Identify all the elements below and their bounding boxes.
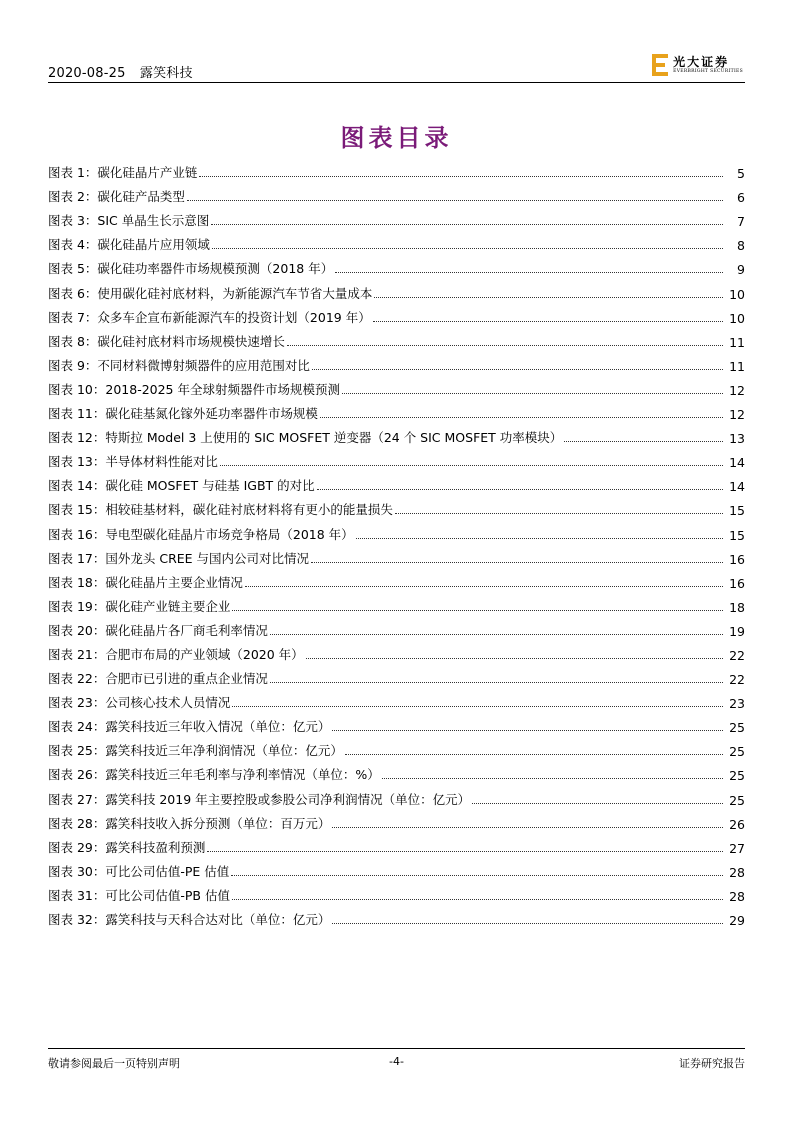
toc-entry-label: 图表 18：碳化硅晶片主要企业情况 bbox=[48, 574, 243, 590]
toc-entry-page: 25 bbox=[729, 744, 745, 760]
toc-dot-leader bbox=[211, 224, 723, 225]
toc-entry[interactable] bbox=[48, 759, 745, 783]
toc-entry-page: 18 bbox=[729, 599, 745, 615]
toc-entry[interactable] bbox=[48, 398, 745, 422]
toc-entry[interactable] bbox=[48, 687, 745, 711]
toc-entry-page: 25 bbox=[729, 768, 745, 784]
toc-entry-page: 27 bbox=[729, 840, 745, 856]
toc-entry-label: 图表 23：公司核心技术人员情况 bbox=[48, 695, 231, 711]
toc-entry-label: 图表 21：合肥市布局的产业领域（2020 年） bbox=[48, 646, 304, 662]
toc-entry-page: 6 bbox=[737, 190, 745, 206]
toc-entry[interactable] bbox=[48, 205, 745, 229]
toc-entry-page: 29 bbox=[729, 913, 745, 928]
toc-dot-leader bbox=[270, 682, 723, 683]
toc-entry[interactable] bbox=[48, 735, 745, 759]
toc-entry[interactable] bbox=[48, 470, 745, 494]
toc-dot-leader bbox=[207, 851, 723, 852]
toc-entry-label: 图表 17：国外龙头 CREE 与国内公司对比情况 bbox=[48, 550, 310, 566]
toc-dot-leader bbox=[382, 778, 723, 779]
toc-entry-page: 7 bbox=[737, 214, 745, 230]
toc-entry[interactable] bbox=[48, 880, 745, 904]
toc-entry[interactable] bbox=[48, 832, 745, 856]
toc-entry-label: 图表 4：碳化硅晶片应用领域 bbox=[48, 237, 210, 253]
logo-chinese-text: 光大证券 bbox=[673, 55, 730, 69]
page-header bbox=[48, 52, 745, 83]
page-footer bbox=[48, 1048, 745, 1069]
everbright-logo bbox=[652, 52, 743, 78]
toc-dot-leader bbox=[231, 875, 723, 876]
toc-dot-leader bbox=[311, 562, 723, 563]
toc-entry[interactable] bbox=[48, 350, 745, 374]
toc-entry[interactable] bbox=[48, 374, 745, 398]
toc-entry-label: 图表 32：露笑科技与天科合达对比（单位：亿元） bbox=[48, 912, 331, 927]
toc-entry[interactable] bbox=[48, 277, 745, 301]
toc-entry[interactable] bbox=[48, 567, 745, 591]
everbright-logo-icon bbox=[652, 54, 668, 76]
toc-entry-page: 10 bbox=[729, 310, 745, 326]
toc-entry-page: 11 bbox=[729, 334, 745, 350]
toc-entry-page: 8 bbox=[737, 238, 745, 254]
toc-entry[interactable] bbox=[48, 181, 745, 205]
toc-entry[interactable] bbox=[48, 446, 745, 470]
toc-entry-page: 5 bbox=[737, 166, 745, 182]
toc-entry-label: 图表 30：可比公司估值-PE 估值 bbox=[48, 863, 230, 879]
toc-entry-label: 图表 7：众多车企宣布新能源汽车的投资计划（2019 年） bbox=[48, 309, 371, 325]
toc-dot-leader bbox=[395, 513, 723, 514]
toc-dot-leader bbox=[245, 586, 723, 587]
toc-dot-leader bbox=[320, 417, 723, 418]
toc-entry-label: 图表 10：2018-2025 年全球射频器件市场规模预测 bbox=[48, 381, 340, 397]
toc-entry-page: 11 bbox=[729, 358, 745, 374]
page-title: 图表目录 bbox=[340, 123, 453, 152]
toc-entry[interactable] bbox=[48, 302, 745, 326]
toc-dot-leader bbox=[332, 923, 723, 924]
toc-entry-label: 图表 24：露笑科技近三年收入情况（单位：亿元） bbox=[48, 719, 331, 735]
toc-dot-leader bbox=[220, 465, 723, 466]
toc-dot-leader bbox=[332, 730, 723, 731]
toc-entry-page: 19 bbox=[729, 623, 745, 639]
toc-dot-leader bbox=[187, 200, 723, 201]
toc-entry-label: 图表 12：特斯拉 Model 3 上使用的 SIC MOSFET 逆变器（24 个 SIC MOSFET 功率模块） bbox=[48, 430, 563, 446]
toc-entry[interactable] bbox=[48, 783, 745, 807]
toc-entry-page: 22 bbox=[729, 647, 745, 663]
toc-entry-label: 图表 26：露笑科技近三年毛利率与净利率情况（单位：%） bbox=[48, 767, 380, 783]
report-type: 证券研究报告 bbox=[679, 1057, 745, 1070]
toc-entry-label: 图表 6：使用碳化硅衬底材料，为新能源汽车节省大量成本 bbox=[48, 285, 373, 301]
toc-entry-label: 图表 14：碳化硅 MOSFET 与硅基 IGBT 的对比 bbox=[48, 478, 315, 494]
toc-dot-leader bbox=[270, 634, 723, 635]
toc-dot-leader bbox=[374, 297, 723, 298]
logo-english-text: EVERBRIGHT SECURITIES bbox=[673, 69, 743, 74]
toc-entry-page: 28 bbox=[729, 888, 745, 904]
toc-dot-leader bbox=[345, 754, 723, 755]
toc-entry-label: 图表 2：碳化硅产品类型 bbox=[48, 189, 185, 205]
toc-dot-leader bbox=[317, 489, 723, 490]
toc-entry-page: 9 bbox=[737, 262, 745, 278]
toc-entry-page: 15 bbox=[729, 503, 745, 519]
toc-entry[interactable] bbox=[48, 229, 745, 253]
toc-entry-page: 25 bbox=[729, 792, 745, 808]
figure-index-list bbox=[48, 157, 745, 928]
toc-entry[interactable] bbox=[48, 904, 745, 928]
toc-entry-label: 图表 19：碳化硅产业链主要企业 bbox=[48, 598, 231, 614]
toc-entry[interactable] bbox=[48, 326, 745, 350]
toc-entry-label: 图表 27：露笑科技 2019 年主要控股或参股公司净利润情况（单位：亿元） bbox=[48, 791, 471, 807]
toc-entry[interactable] bbox=[48, 591, 745, 615]
toc-entry-page: 26 bbox=[729, 816, 745, 832]
toc-dot-leader bbox=[335, 272, 723, 273]
toc-dot-leader bbox=[232, 899, 723, 900]
toc-entry-label: 图表 28：露笑科技收入拆分预测（单位：百万元） bbox=[48, 815, 331, 831]
toc-dot-leader bbox=[212, 248, 723, 249]
toc-dot-leader bbox=[342, 393, 723, 394]
toc-entry[interactable] bbox=[48, 494, 745, 518]
toc-entry-label: 图表 5：碳化硅功率器件市场规模预测（2018 年） bbox=[48, 261, 334, 277]
toc-entry-page: 28 bbox=[729, 864, 745, 880]
toc-entry[interactable] bbox=[48, 543, 745, 567]
toc-dot-leader bbox=[232, 610, 723, 611]
toc-entry-page: 12 bbox=[729, 382, 745, 398]
disclaimer-note: 敬请参阅最后一页特别声明 bbox=[48, 1057, 180, 1070]
toc-entry[interactable] bbox=[48, 856, 745, 880]
toc-entry-page: 25 bbox=[729, 720, 745, 736]
toc-dot-leader bbox=[232, 706, 723, 707]
toc-entry-label: 图表 8：碳化硅衬底材料市场规模快速增长 bbox=[48, 333, 285, 349]
toc-entry-page: 16 bbox=[729, 551, 745, 567]
toc-entry-label: 图表 20：碳化硅晶片各厂商毛利率情况 bbox=[48, 622, 268, 638]
toc-entry[interactable] bbox=[48, 711, 745, 735]
toc-entry-page: 14 bbox=[729, 479, 745, 495]
toc-entry[interactable] bbox=[48, 253, 745, 277]
toc-entry-page: 12 bbox=[729, 407, 745, 423]
toc-entry-page: 10 bbox=[729, 286, 745, 302]
toc-entry-label: 图表 31：可比公司估值-PB 估值 bbox=[48, 887, 230, 903]
toc-entry-label: 图表 29：露笑科技盈利预测 bbox=[48, 839, 206, 855]
toc-entry[interactable] bbox=[48, 663, 745, 687]
toc-entry-page: 23 bbox=[729, 696, 745, 712]
toc-entry[interactable] bbox=[48, 518, 745, 542]
toc-entry-label: 图表 13：半导体材料性能对比 bbox=[48, 454, 218, 470]
toc-entry[interactable] bbox=[48, 157, 745, 181]
toc-entry-label: 图表 1：碳化硅晶片产业链 bbox=[48, 165, 198, 181]
toc-dot-leader bbox=[287, 345, 723, 346]
toc-entry-page: 15 bbox=[729, 527, 745, 543]
toc-dot-leader bbox=[199, 176, 723, 177]
toc-dot-leader bbox=[373, 321, 723, 322]
toc-dot-leader bbox=[306, 658, 723, 659]
toc-dot-leader bbox=[564, 441, 723, 442]
toc-entry-label: 图表 15：相较硅基材料，碳化硅衬底材料将有更小的能量损失 bbox=[48, 502, 393, 518]
toc-entry-label: 图表 11：碳化硅基氮化镓外延功率器件市场规模 bbox=[48, 406, 318, 422]
toc-dot-leader bbox=[312, 369, 723, 370]
company-name: 露笑科技 bbox=[139, 66, 193, 81]
toc-entry-label: 图表 9：不同材料微博射频器件的应用范围对比 bbox=[48, 357, 310, 373]
toc-entry[interactable] bbox=[48, 808, 745, 832]
header-info bbox=[48, 62, 193, 81]
toc-dot-leader bbox=[356, 538, 723, 539]
toc-entry-page: 14 bbox=[729, 455, 745, 471]
toc-entry[interactable] bbox=[48, 422, 745, 446]
toc-entry-page: 16 bbox=[729, 575, 745, 591]
toc-entry-page: 22 bbox=[729, 672, 745, 688]
toc-dot-leader bbox=[332, 827, 723, 828]
page-number: -4- bbox=[389, 1055, 404, 1068]
toc-entry-label: 图表 3：SIC 单晶生长示意图 bbox=[48, 213, 210, 229]
toc-entry-label: 图表 16：导电型碳化硅晶片市场竞争格局（2018 年） bbox=[48, 526, 354, 542]
toc-dot-leader bbox=[472, 803, 723, 804]
toc-entry-label: 图表 22：合肥市已引进的重点企业情况 bbox=[48, 671, 268, 687]
toc-entry-page: 13 bbox=[729, 431, 745, 447]
toc-entry[interactable] bbox=[48, 639, 745, 663]
report-date: 2020-08-25 bbox=[48, 66, 126, 81]
toc-entry-label: 图表 25：露笑科技近三年净利润情况（单位：亿元） bbox=[48, 743, 343, 759]
toc-entry[interactable] bbox=[48, 615, 745, 639]
